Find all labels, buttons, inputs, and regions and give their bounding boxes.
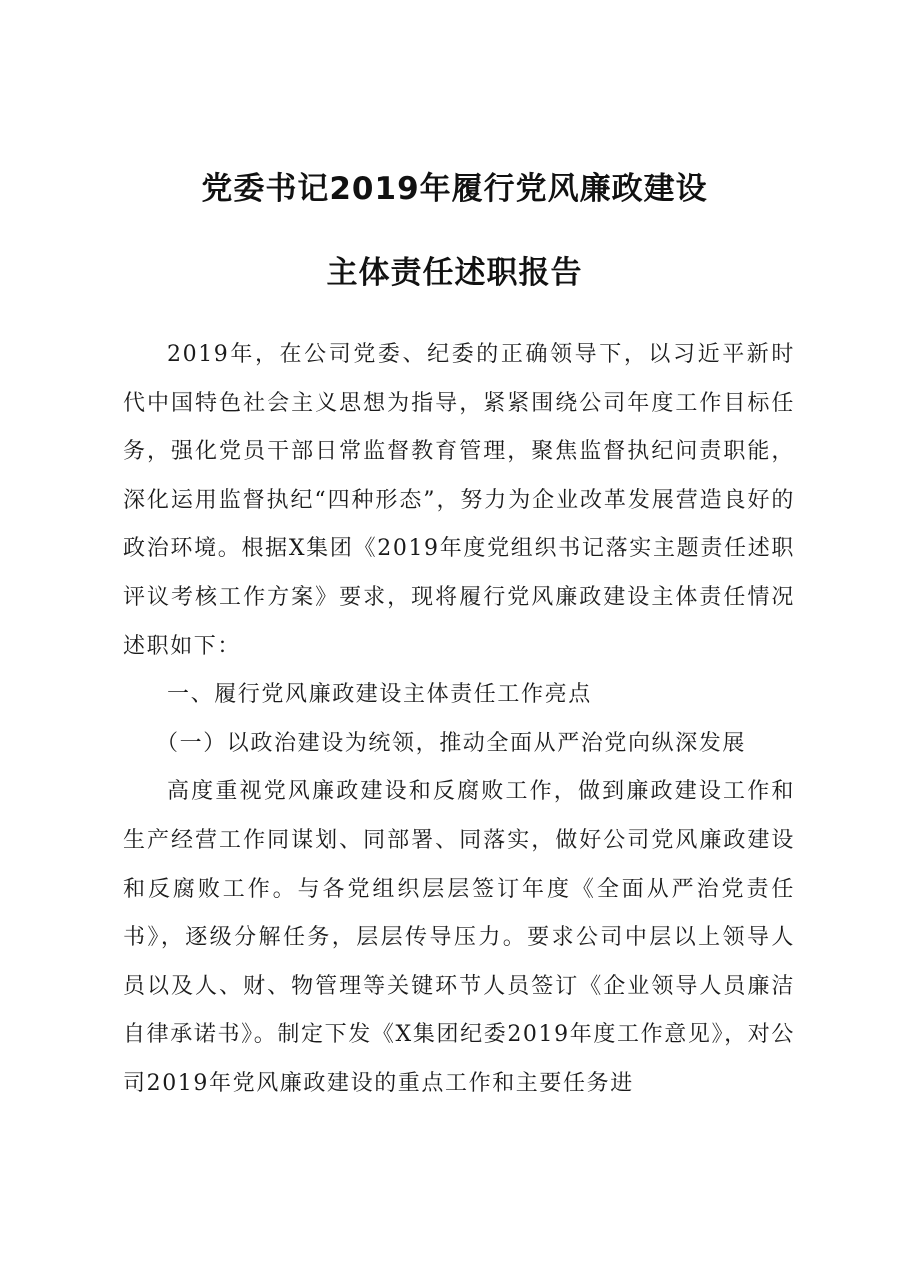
- paragraph-intro: 2019年，在公司党委、纪委的正确领导下，以习近平新时代中国特色社会主义思想为指导，紧紧围绕公司年度工作目标任务，强化党员干部日常监督教育管理，聚焦监督执纪问责职能，深化运用监督执纪“四种形态”，努力为企业改革发展营造良好的政治环境。根据X集团《2019年度党组织书记落实主题责任述职评议考核工作方案》要求，现将履行党风廉政建设主体责任情况述职如下：: [123, 342, 795, 659]
- paragraph-body-1: 高度重视党风廉政建设和反腐败工作，做到廉政建设工作和生产经营工作同谋划、同部署、同落实，做好公司党风廉政建设和反腐败工作。与各党组织层层签订年度《全面从严治党责任书》，逐级分解任务，层层传导压力。要求公司中层以上领导人员以及人、财、物管理等关键环节人员签订《企业领导人员廉洁自律承诺书》。制定下发《X集团纪委2019年度工作意见》，对公司2019年党风廉政建设的重点工作和主要任务进: [123, 779, 795, 1096]
- section-heading-1: 一、履行党风廉政建设主体责任工作亮点: [167, 682, 592, 708]
- document-title-line-2: 主体责任述职报告: [326, 255, 583, 291]
- document-title-line-1: 党委书记2019年履行党风廉政建设: [201, 171, 708, 207]
- document-body: [123, 331, 795, 1109]
- subsection-heading-1: （一）以政治建设为统领，推动全面从严治党向纵深发展: [156, 730, 747, 756]
